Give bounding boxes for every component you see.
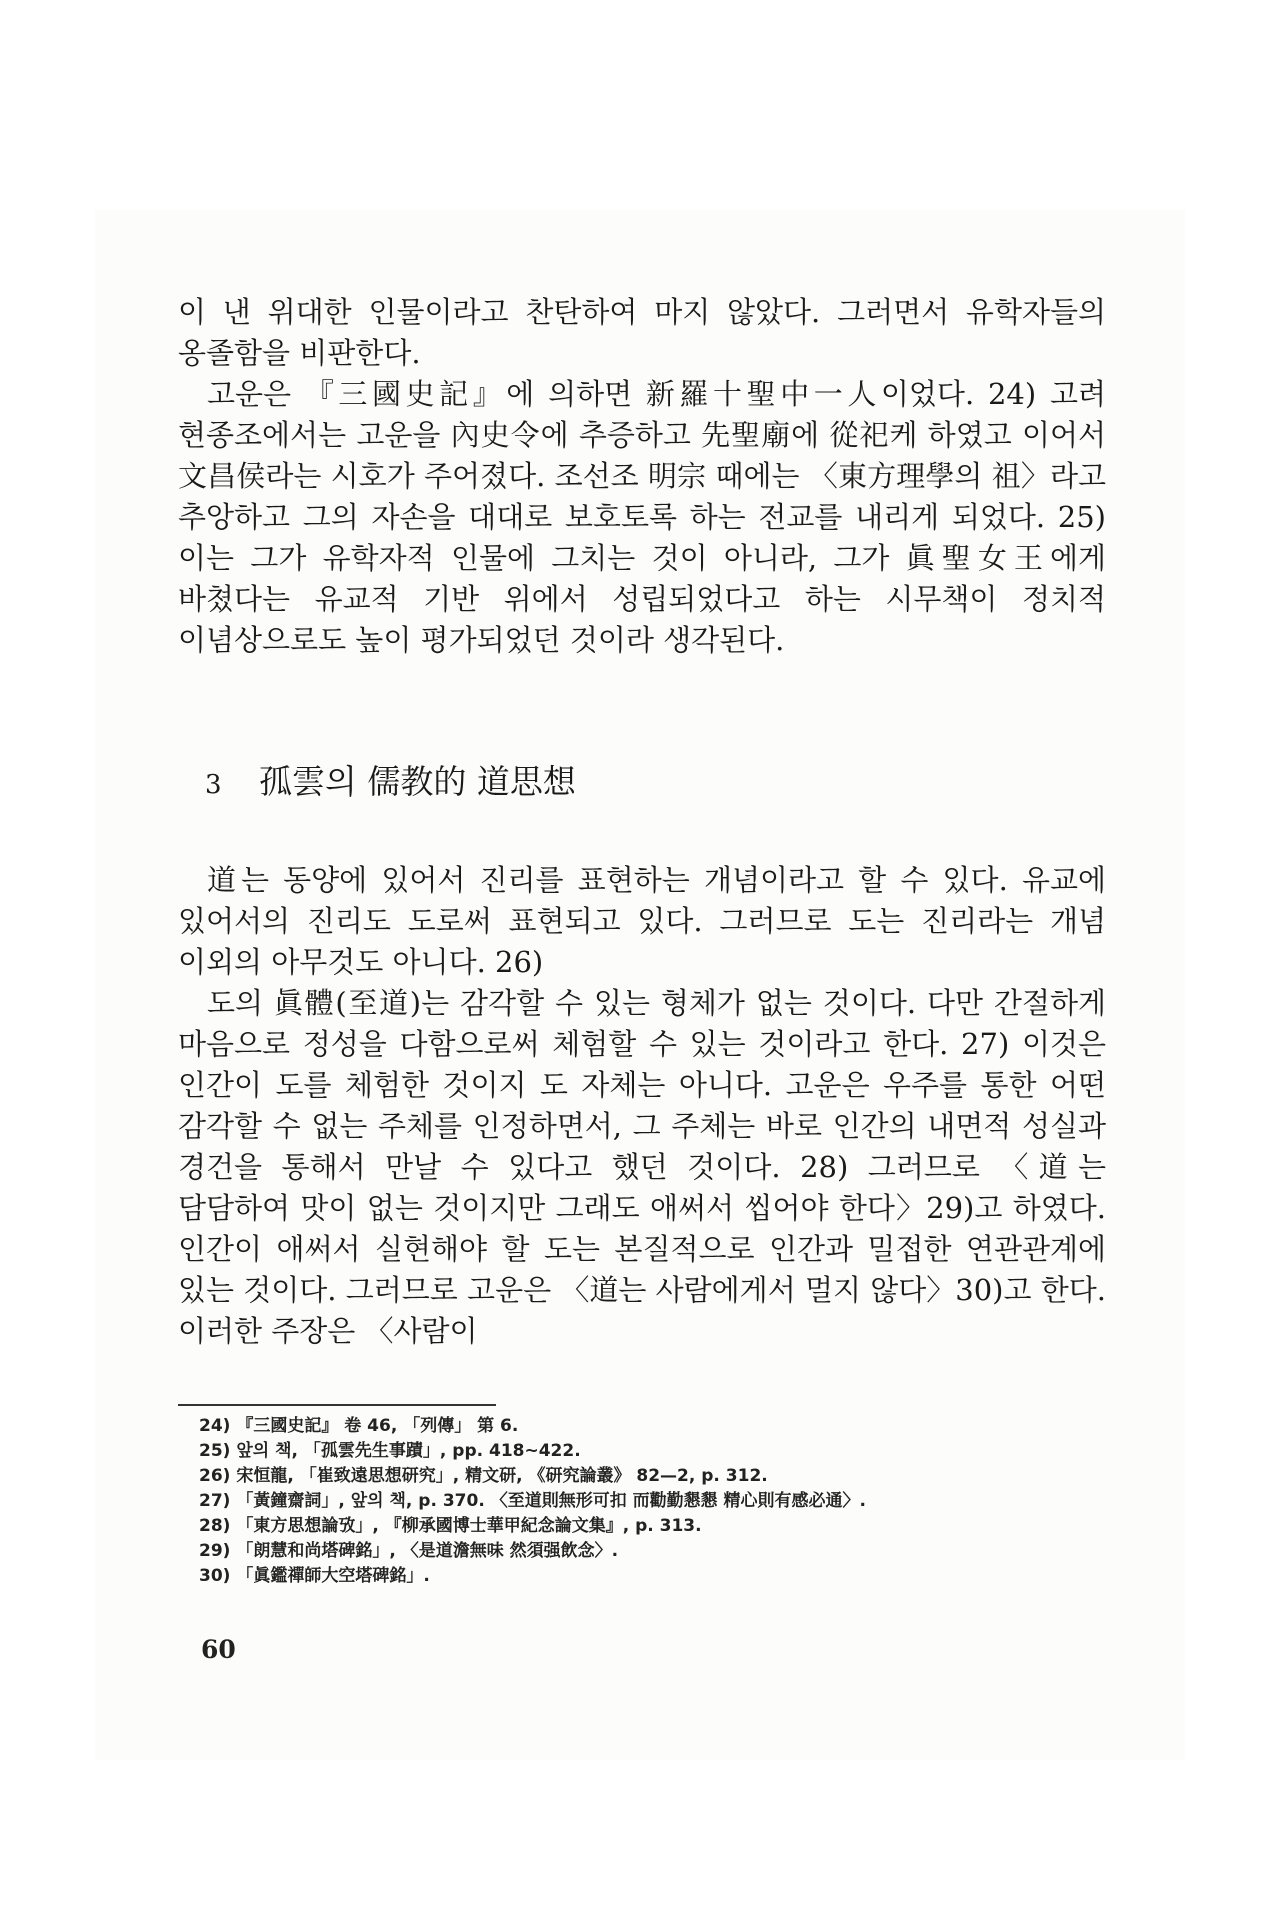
footnote: 24) 『三國史記』 卷 46, 「列傳」 第 6. (199, 1416, 519, 1436)
section-title: 孤雲의 儒教的 道思想 (259, 762, 576, 801)
body-text-top (178, 292, 1106, 661)
page-number: 60 (201, 1635, 236, 1664)
section-heading (205, 762, 576, 805)
section-number: 3 (205, 770, 222, 800)
footnote: 26) 宋恒龍, 「崔致遠思想研究」, 精文研, 《研究論叢》 82—2, p. 312. (199, 1466, 768, 1486)
footnote: 29) 「朗慧和尚塔碑銘」, 〈是道澹無味 然須强飲念〉. (199, 1541, 619, 1561)
paragraph: 도의 眞體(至道)는 감각할 수 있는 형체가 없는 것이다. 다만 간절하게 마음으로 정성을 다함으로써 체험할 수 있는 것이라고 한다. 27) 이것은 인간이 도를 체험한 것이지 도 자체는 아니다. 고운은 우주를 통한 어떤 감각할 수 없는 주체를 인정하면서, 그 주체는 바로 인간의 내면적 성실과 경건을 통해서 만날 수 있다고 했던 것이다. 28) 그러므로 〈道는 담담하여 맛이 없는 것이지만 그래도 애써서 씹어야 한다〉29)고 하였다. 인간이 애써서 실현해야 할 도는 본질적으로 인간과 밀접한 연관관계에 있는 것이다. 그러므로 고운은 〈道는 사람에게서 멀지 않다〉30)고 한다. 이러한 주장은 〈사람이 (178, 986, 1106, 1348)
footnote-separator (178, 1404, 496, 1406)
footnote: 25) 앞의 책, 「孤雲先生事蹟」, pp. 418~422. (199, 1441, 581, 1461)
footnote: 27) 「黃鐘齋詞」, 앞의 책, p. 370. 〈至道則無形可扣 而勸勤懇懇 精心則有感必通〉. (199, 1491, 866, 1511)
paragraph: 道는 동양에 있어서 진리를 표현하는 개념이라고 할 수 있다. 유교에 있어서의 진리도 도로써 표현되고 있다. 그러므로 도는 진리라는 개념 이외의 아무것도 아니다. 26) (178, 863, 1106, 979)
footnotes (199, 1414, 1119, 1589)
body-text-bottom (178, 860, 1106, 1352)
paragraph: 고운은 『三國史記』에 의하면 新羅十聖中一人이었다. 24) 고려 현종조에서는 고운을 內史令에 추증하고 先聖廟에 從祀케 하였고 이어서 文昌侯라는 시호가 주어졌다. 조선조 明宗 때에는 〈東方理學의 祖〉라고 추앙하고 그의 자손을 대대로 보호토록 하는 전교를 내리게 되었다. 25) 이는 그가 유학자적 인물에 그치는 것이 아니라, 그가 眞聖女王에게 바쳤다는 유교적 기반 위에서 성립되었다고 하는 시무책이 정치적 이념상으로도 높이 평가되었던 것이라 생각된다. (178, 377, 1106, 657)
paragraph: 이 낸 위대한 인물이라고 찬탄하여 마지 않았다. 그러면서 유학자들의 옹졸함을 비판한다. (178, 295, 1106, 370)
footnote: 28) 「東方思想論攷」, 『柳承國博士華甲紀念論文集』, p. 313. (199, 1516, 702, 1536)
footnote: 30) 「眞鑑禪師大空塔碑銘」. (199, 1566, 430, 1586)
